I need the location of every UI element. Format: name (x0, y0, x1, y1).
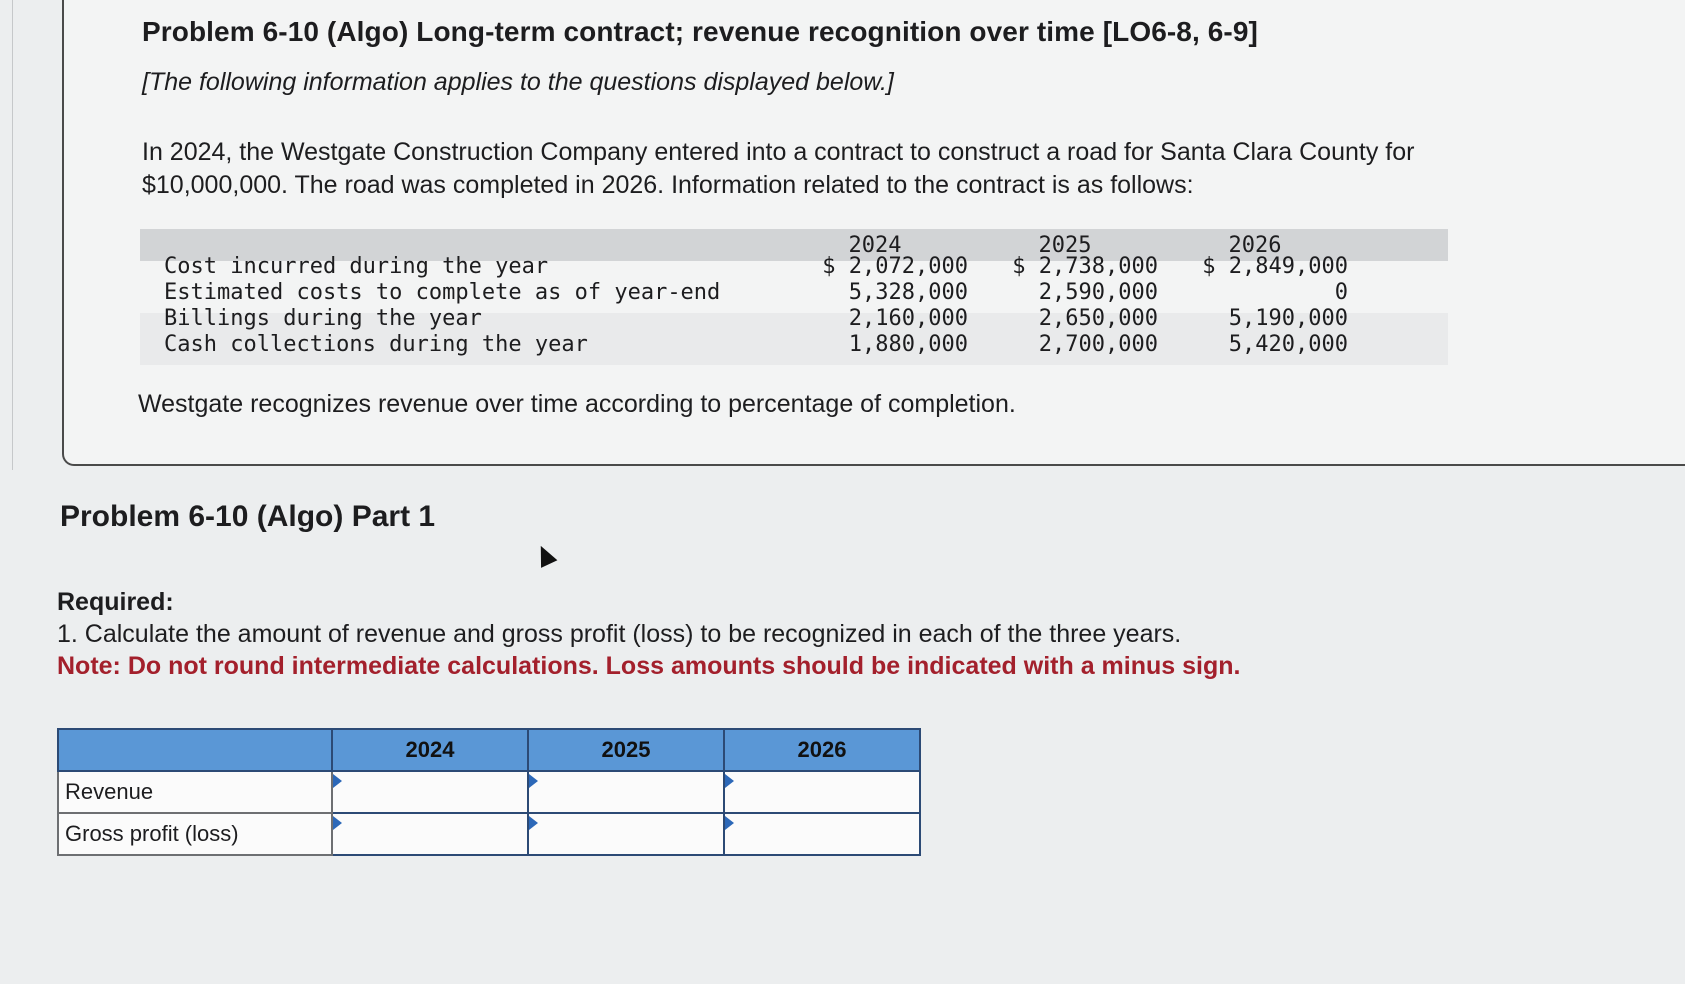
revenue-2026-cell[interactable] (724, 771, 920, 813)
header-corner (58, 729, 332, 771)
year-header-2024: 2024 (848, 233, 902, 258)
table-row (140, 306, 1448, 332)
cell-2025: 2,590,000 (1038, 280, 1158, 305)
note-text: Note: Do not round intermediate calculations. Loss amounts should be indicated with a minus sign. (57, 652, 1241, 680)
intro-note: [The following information applies to the questions displayed below.] (142, 68, 894, 96)
header-2026: 2026 (724, 729, 920, 771)
table-row (140, 254, 1448, 280)
cell-2026: 5,190,000 (1228, 306, 1348, 331)
input-marker-icon (333, 816, 342, 830)
revenue-2026-input[interactable] (726, 776, 910, 808)
required-text: 1. Calculate the amount of revenue and gross profit (loss) to be recognized in each of the three years. (57, 620, 1182, 648)
gross-profit-2026-cell[interactable] (724, 813, 920, 855)
cell-2024: 1,880,000 (848, 332, 968, 357)
table-row (140, 280, 1448, 306)
revenue-label: Revenue (58, 771, 332, 813)
input-marker-icon (333, 774, 342, 788)
row-label: Estimated costs to complete as of year-end (164, 280, 721, 305)
revenue-2024-cell[interactable] (332, 771, 528, 813)
table-row (58, 813, 920, 855)
input-marker-icon (529, 774, 538, 788)
cell-2024: 5,328,000 (848, 280, 968, 305)
row-label: Cash collections during the year (164, 332, 588, 357)
part-title: Problem 6-10 (Algo) Part 1 (60, 500, 436, 533)
header-2024: 2024 (332, 729, 528, 771)
mouse-cursor-icon (533, 542, 558, 568)
left-frame-edge (0, 0, 13, 470)
gross-profit-2025-input[interactable] (530, 818, 714, 850)
recognition-text: Westgate recognizes revenue over time according to percentage of completion. (138, 390, 1016, 418)
header-2025: 2025 (528, 729, 724, 771)
row-label: Cost incurred during the year (164, 254, 549, 279)
problem-title: Problem 6-10 (Algo) Long-term contract; revenue recognition over time [LO6-8, 6-9] (142, 16, 1258, 47)
cell-2025: $ 2,738,000 (1012, 254, 1158, 279)
gross-profit-2026-input[interactable] (726, 818, 910, 850)
revenue-2024-input[interactable] (334, 776, 518, 808)
table-row (140, 332, 1448, 358)
answer-table (57, 728, 921, 856)
year-header-2025: 2025 (1038, 233, 1092, 258)
cell-2026: $ 2,849,000 (1202, 254, 1348, 279)
input-marker-icon (529, 816, 538, 830)
gross-profit-2024-cell[interactable] (332, 813, 528, 855)
answer-header-row (58, 729, 920, 771)
gross-profit-2025-cell[interactable] (528, 813, 724, 855)
gross-profit-label: Gross profit (loss) (58, 813, 332, 855)
input-marker-icon (725, 774, 734, 788)
cell-2024: 2,160,000 (848, 306, 968, 331)
revenue-2025-cell[interactable] (528, 771, 724, 813)
cell-2025: 2,650,000 (1038, 306, 1158, 331)
problem-paragraph: In 2024, the Westgate Construction Company entered into a contract to construct a road for Santa Clara County for $10,000,000. The road was completed in 2026. Information related to the contract is as follows: (142, 138, 1415, 199)
cell-2024: $ 2,072,000 (822, 254, 968, 279)
year-header-2026: 2026 (1228, 233, 1282, 258)
table-row (58, 771, 920, 813)
gross-profit-2024-input[interactable] (334, 818, 518, 850)
input-marker-icon (725, 816, 734, 830)
cell-2025: 2,700,000 (1038, 332, 1158, 357)
cell-2026: 5,420,000 (1228, 332, 1348, 357)
cell-2026: 0 (1334, 280, 1348, 305)
row-label: Billings during the year (164, 306, 482, 331)
revenue-2025-input[interactable] (530, 776, 714, 808)
required-heading: Required: (57, 588, 174, 616)
